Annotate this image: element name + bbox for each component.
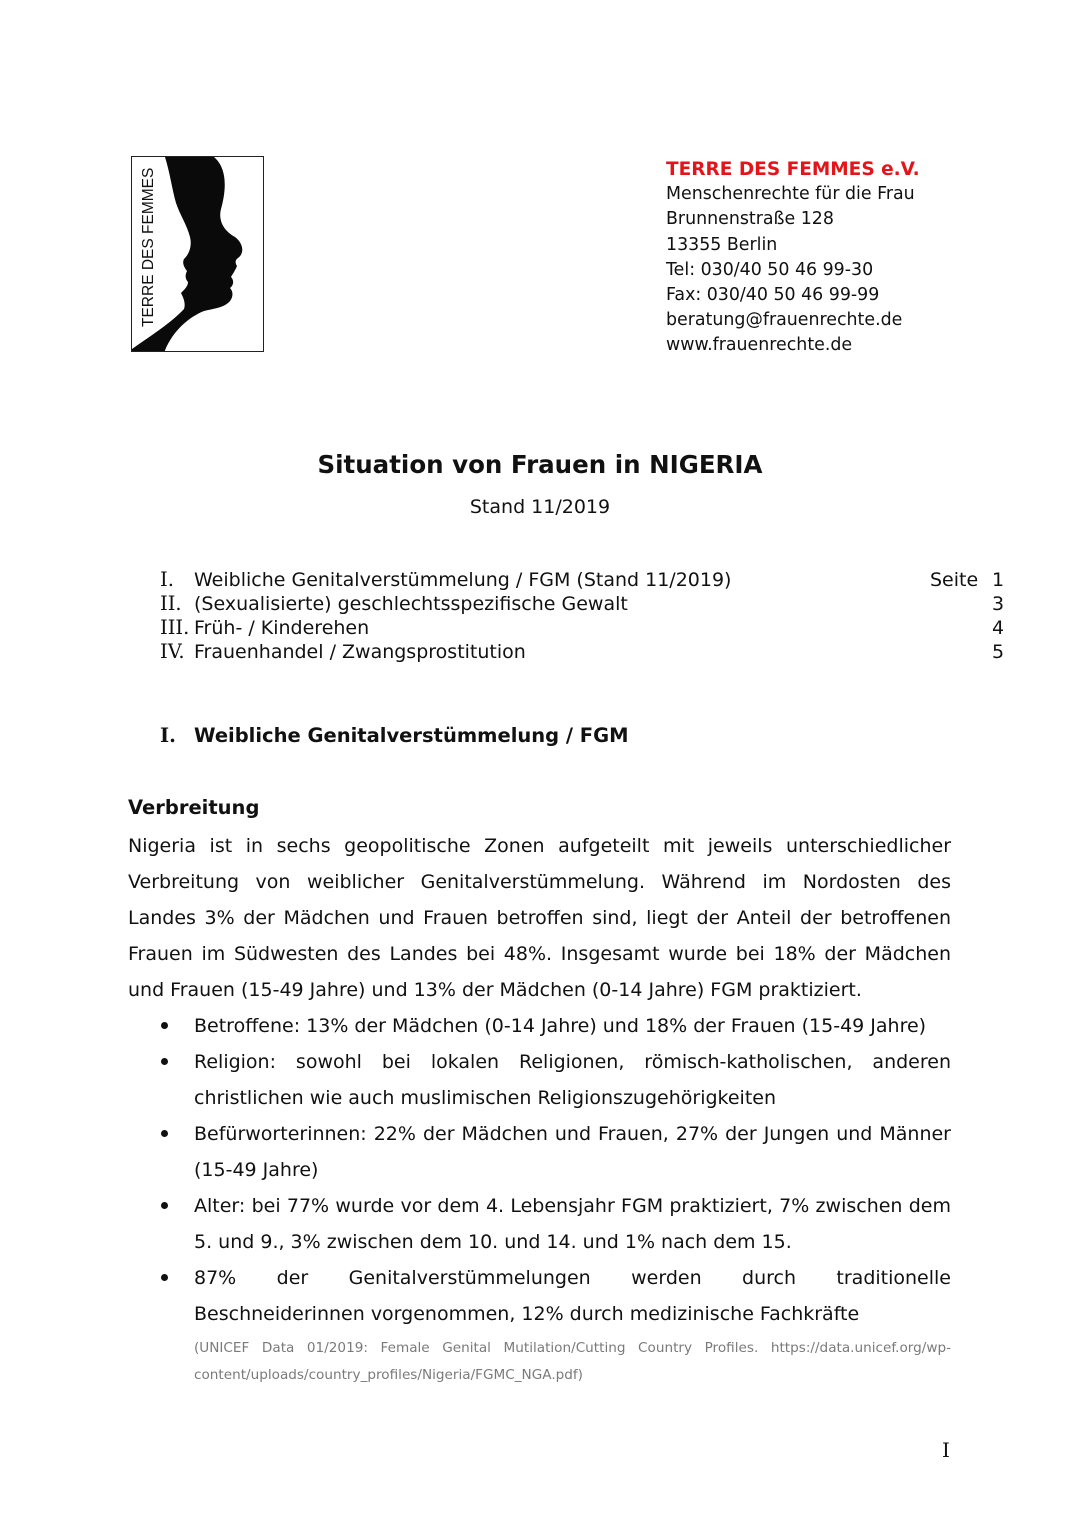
page-number: I — [942, 1438, 950, 1462]
table-of-contents — [160, 568, 1010, 664]
address-fax: Fax: 030/40 50 46 99-99 — [666, 285, 880, 306]
list-item — [128, 1116, 951, 1188]
address-street: Brunnenstraße 128 — [666, 209, 834, 230]
organization-name: TERRE DES FEMMES e.V. — [666, 159, 920, 180]
address-website-link[interactable]: www.frauenrechte.de — [666, 335, 853, 356]
section-number: I. — [160, 724, 176, 747]
section-heading — [160, 724, 629, 747]
organization-logo — [131, 156, 264, 352]
toc-item-page: 5 — [992, 641, 1005, 663]
document-date: Stand 11/2019 — [469, 496, 611, 518]
subsection-heading: Verbreitung — [128, 796, 260, 819]
toc-item-number: I. — [160, 568, 174, 591]
list-item-text: Betroffene: 13% der Mädchen (0-14 Jahre) und 18% der Frauen (15-49 Jahre) — [194, 1015, 927, 1037]
toc-item-page: 3 — [992, 593, 1005, 615]
list-item-text: Befürworterinnen: 22% der Mädchen und Frauen, 27% der Jungen und Männer (15-49 Jahre) — [194, 1123, 951, 1181]
address-city: 13355 Berlin — [666, 234, 778, 255]
toc-item-title: (Sexualisierte) geschlechtsspezifische Gewalt — [194, 593, 628, 615]
list-item — [128, 1008, 951, 1044]
address-tagline: Menschenrechte für die Frau — [666, 184, 915, 205]
fact-list — [128, 1008, 951, 1332]
bullet-icon — [161, 1130, 168, 1137]
toc-item-page: 1 — [992, 569, 1005, 591]
bullet-icon — [161, 1202, 168, 1209]
document-title: Situation von Frauen in NIGERIA — [317, 450, 763, 479]
toc-item[interactable] — [160, 592, 1010, 616]
bullet-icon — [161, 1022, 168, 1029]
logo-wordmark: TERRE DES FEMMES — [140, 167, 157, 327]
address-email-link[interactable]: beratung@frauenrechte.de — [666, 310, 903, 331]
bullet-icon — [161, 1274, 168, 1281]
toc-item-page: 4 — [992, 617, 1005, 639]
face-profile-logo-graphic — [132, 157, 264, 352]
body-paragraph: Nigeria ist in sechs geopolitische Zonen aufgeteilt mit jeweils unterschiedlicher Verbreitung von weiblicher Genitalverstümmelung. Während im Nordosten des Landes 3% der Mädchen und Frauen betroffen sind, liegt der Anteil der betroffenen Frauen im Südwesten des Landes bei 48%. Insgesamt wurde bei 18% der Mädchen und Frauen (15-49 Jahre) und 13% der Mädchen (0-14 Jahre) FGM praktiziert. — [128, 835, 951, 1001]
toc-item-title: Frauenhandel / Zwangsprostitution — [194, 641, 526, 663]
list-item — [128, 1188, 951, 1260]
address-phone: Tel: 030/40 50 46 99-30 — [666, 259, 874, 280]
toc-item-title: Früh- / Kinderehen — [194, 617, 370, 639]
source-citation: (UNICEF Data 01/2019: Female Genital Mutilation/Cutting Country Profiles. https://data.unicef.org/wp-content/uploads/country_profiles/Nigeria/FGMC_NGA.pdf) — [194, 1340, 951, 1383]
list-item — [128, 1260, 951, 1332]
list-item-text: Alter: bei 77% wurde vor dem 4. Lebensjahr FGM praktiziert, 7% zwischen dem 5. und 9., 3% zwischen dem 10. und 14. und 1% nach dem 15. — [194, 1195, 951, 1253]
bullet-icon — [161, 1058, 168, 1065]
list-item — [128, 1044, 951, 1116]
toc-item-title: Weibliche Genitalverstümmelung / FGM (Stand 11/2019) — [194, 569, 732, 591]
toc-item-number: III. — [160, 616, 190, 639]
toc-item[interactable] — [160, 616, 1010, 640]
toc-item[interactable] — [160, 640, 1010, 664]
toc-item-number: II. — [160, 592, 182, 615]
list-item-text: Religion: sowohl bei lokalen Religionen, römisch-katholischen, anderen christlichen wie auch muslimischen Religionszugehörigkeiten — [194, 1051, 951, 1109]
toc-item[interactable] — [160, 568, 1010, 592]
toc-item-number: IV. — [160, 640, 185, 663]
section-title: Weibliche Genitalverstümmelung / FGM — [194, 724, 629, 747]
letterhead-address — [666, 157, 920, 359]
toc-page-label: Seite — [930, 569, 979, 591]
list-item-text: 87% der Genitalverstümmelungen werden durch traditionelle Beschneiderinnen vorgenommen, 12% durch medizinische Fachkräfte — [194, 1267, 951, 1325]
